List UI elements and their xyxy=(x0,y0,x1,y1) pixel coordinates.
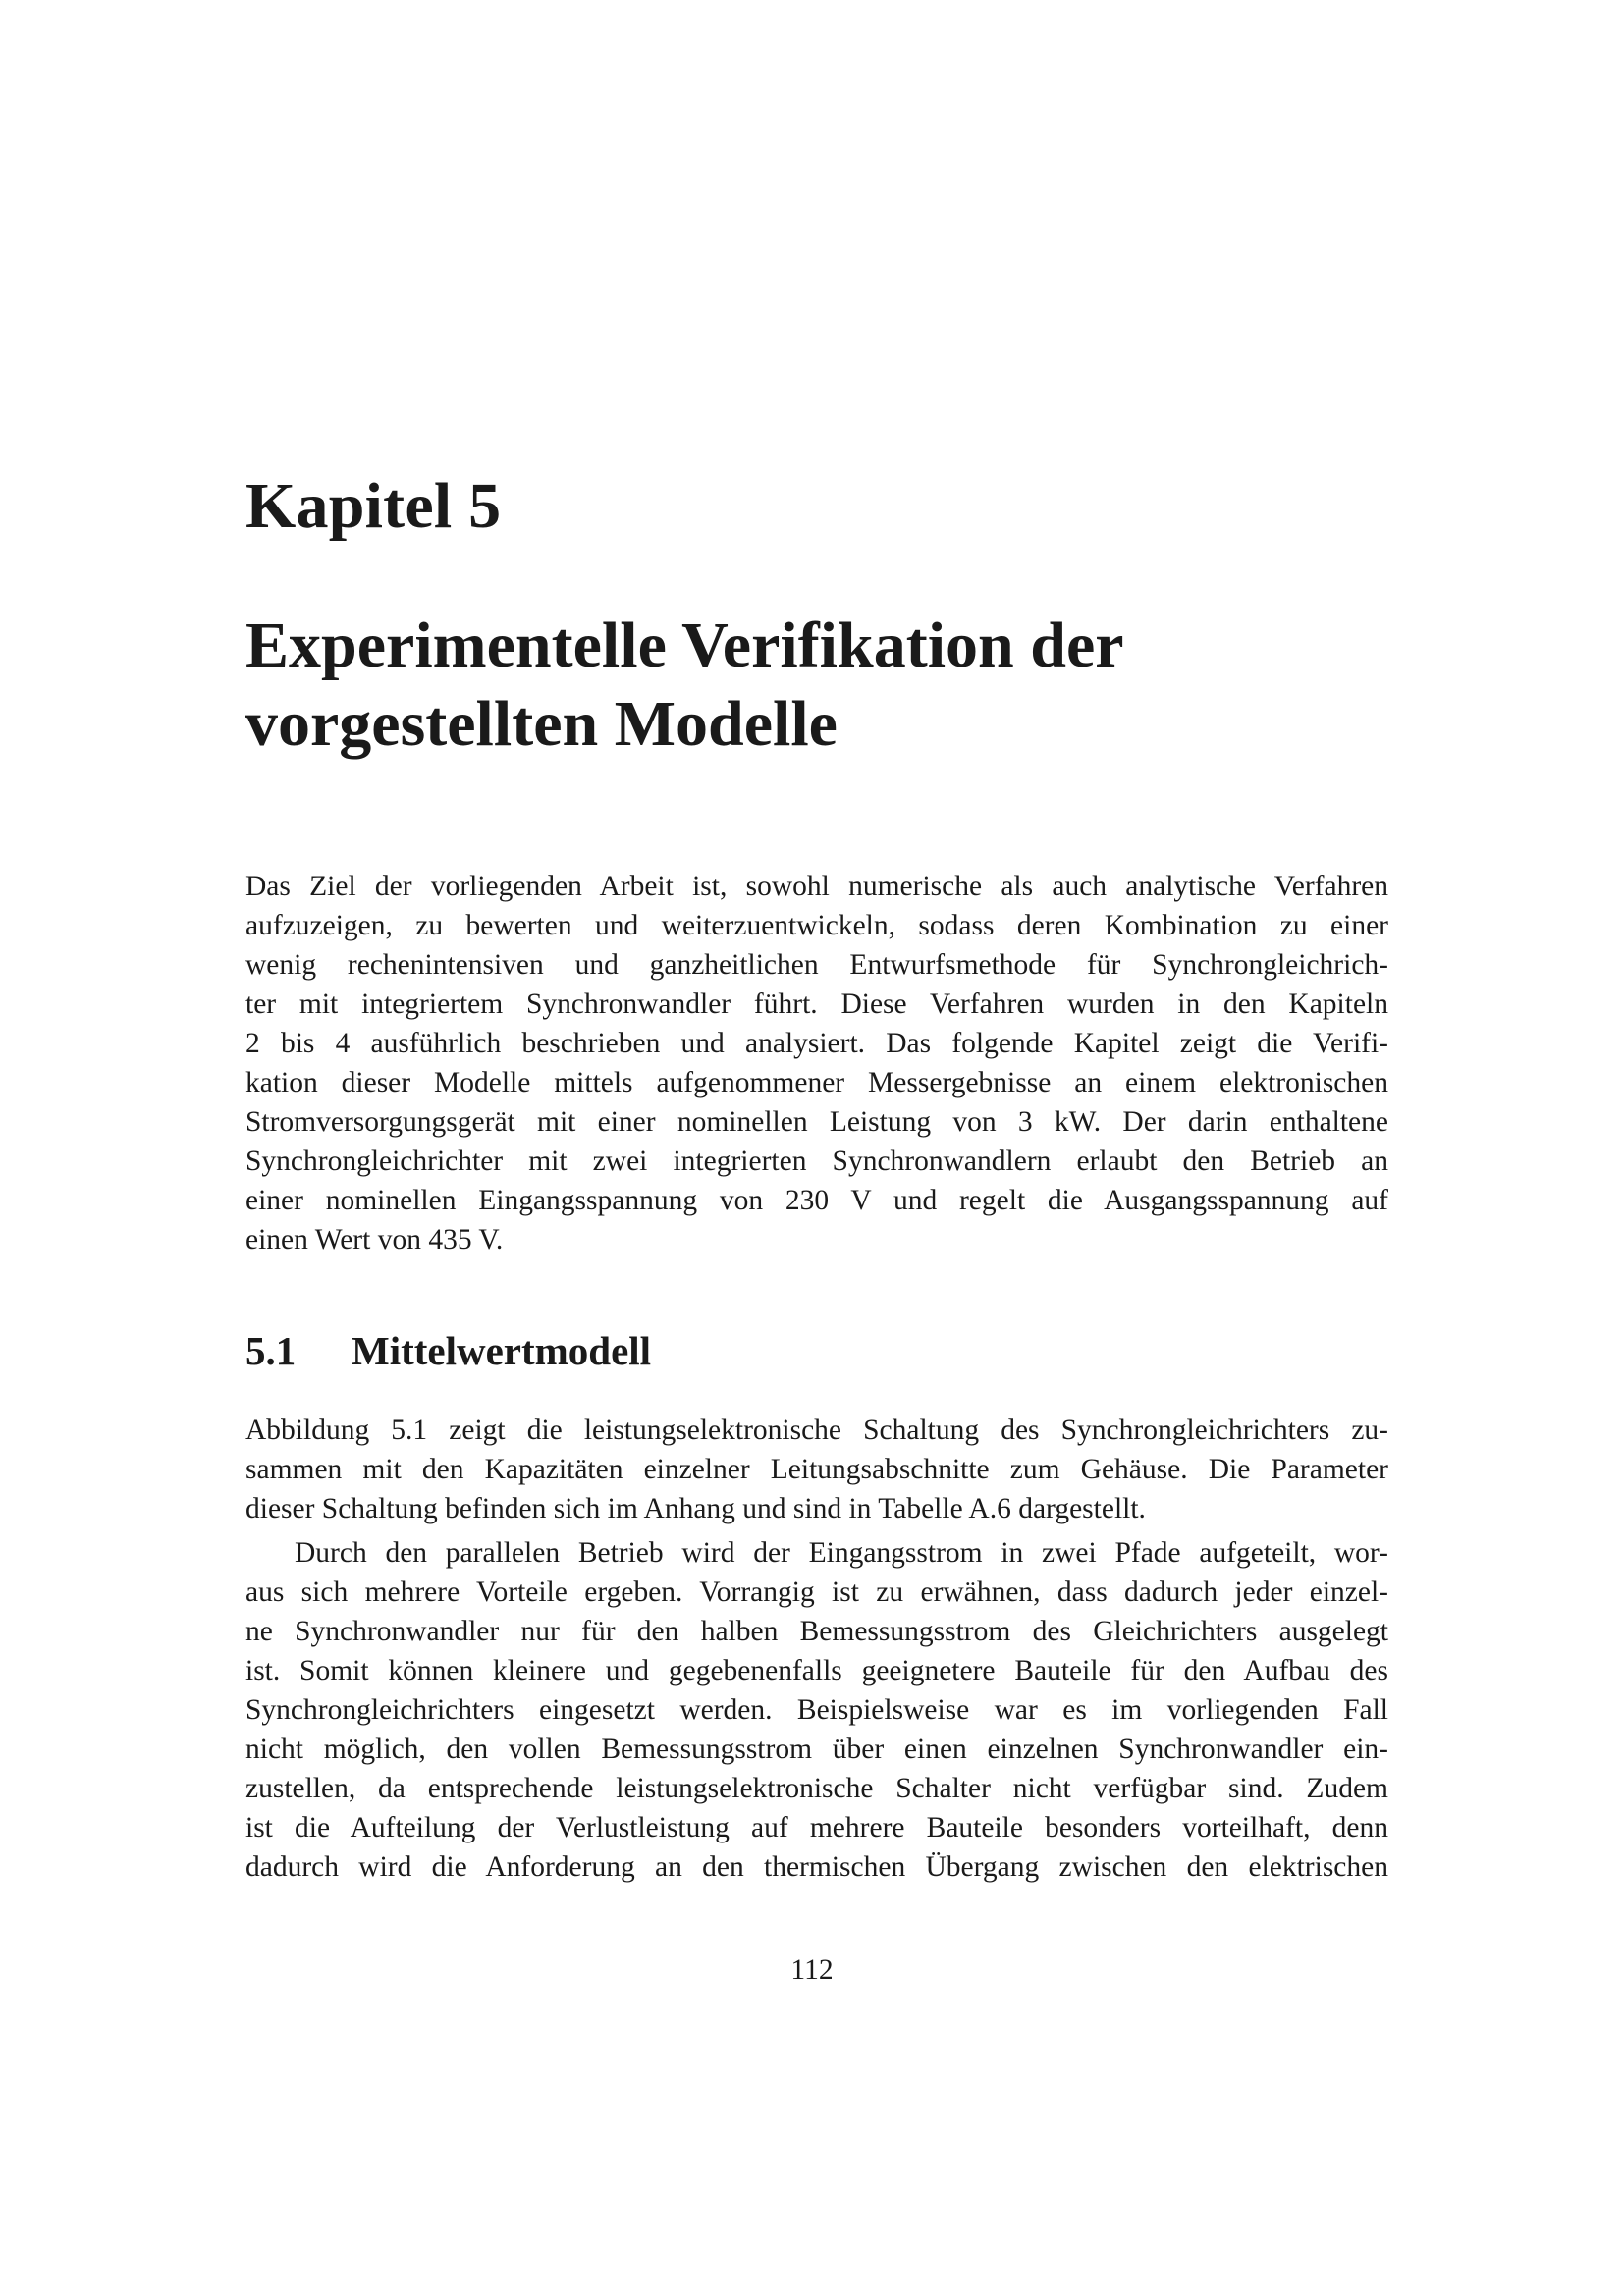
section-title: Mittelwertmodell xyxy=(352,1328,652,1373)
paragraph-line: Synchrongleichrichters eingesetzt werden. Beispielsweise war es im vorliegenden Fall xyxy=(245,1694,1388,1726)
chapter-title-line: vorgestellten Modelle xyxy=(245,688,838,760)
paragraph-line: Das Ziel der vorliegenden Arbeit ist, sowohl numerische als auch analytische Verfahren xyxy=(245,871,1388,902)
paragraph-line: dadurch wird die Anforderung an den thermischen Übergang zwischen den elektrischen xyxy=(245,1851,1388,1883)
paragraph-line: Stromversorgungsgerät mit einer nominellen Leistung von 3 kW. Der darin enthaltene xyxy=(245,1106,1388,1138)
section-paragraph-1 xyxy=(245,1411,1388,1528)
paragraph-line: nicht möglich, den vollen Bemessungsstrom über einen einzelnen Synchronwandler ein- xyxy=(245,1734,1388,1765)
chapter-label: Kapitel 5 xyxy=(245,470,502,542)
paragraph-line: kation dieser Modelle mittels aufgenommener Messergebnisse an einem elektronischen xyxy=(245,1067,1388,1098)
paragraph-line: Abbildung 5.1 zeigt die leistungselektronische Schaltung des Synchrongleichrichters zu- xyxy=(245,1415,1388,1446)
paragraph-line: Synchrongleichrichter mit zwei integrierten Synchronwandlern erlaubt den Betrieb an xyxy=(245,1146,1388,1177)
paragraph-line: einen Wert von 435 V. xyxy=(245,1224,504,1255)
paragraph-line: aus sich mehrere Vorteile ergeben. Vorrangig ist zu erwähnen, dass dadurch jeder einzel- xyxy=(245,1576,1388,1608)
paragraph-line: einer nominellen Eingangsspannung von 230 V und regelt die Ausgangsspannung auf xyxy=(245,1185,1388,1216)
paragraph-line: Durch den parallelen Betrieb wird der Eingangsstrom in zwei Pfade aufgeteilt, wor- xyxy=(295,1537,1388,1569)
paragraph-line: ist die Aufteilung der Verlustleistung auf mehrere Bauteile besonders vorteilhaft, denn xyxy=(245,1812,1388,1843)
paragraph-line: ne Synchronwandler nur für den halben Bemessungsstrom des Gleichrichters ausgelegt xyxy=(245,1616,1388,1647)
section-paragraph-2 xyxy=(245,1533,1388,1887)
intro-paragraph xyxy=(245,867,1388,1259)
paragraph-line: ter mit integriertem Synchronwandler führt. Diese Verfahren wurden in den Kapiteln xyxy=(245,988,1388,1020)
section-heading xyxy=(245,1323,651,1378)
paragraph-line: dieser Schaltung befinden sich im Anhang und sind in Tabelle A.6 dargestellt. xyxy=(245,1493,1146,1524)
chapter-title xyxy=(245,607,1375,764)
paragraph-line: zustellen, da entsprechende leistungselektronische Schalter nicht verfügbar sind. Zudem xyxy=(245,1773,1388,1804)
paragraph-line: ist. Somit können kleinere und gegebenenfalls geeignetere Bauteile für den Aufbau des xyxy=(245,1655,1388,1686)
paragraph-line: 2 bis 4 ausführlich beschrieben und analysiert. Das folgende Kapitel zeigt die Verifi- xyxy=(245,1028,1388,1059)
page-number: 112 xyxy=(790,1954,834,1986)
paragraph-line: wenig rechenintensiven und ganzheitlichen Entwurfsmethode für Synchrongleichrich- xyxy=(245,949,1388,981)
chapter-title-line: Experimentelle Verifikation der xyxy=(245,610,1124,681)
paragraph-line: aufzuzeigen, zu bewerten und weiterzuentwickeln, sodass deren Kombination zu einer xyxy=(245,910,1388,941)
section-number: 5.1 xyxy=(245,1328,297,1373)
paragraph-line: sammen mit den Kapazitäten einzelner Leitungsabschnitte zum Gehäuse. Die Parameter xyxy=(245,1454,1388,1485)
